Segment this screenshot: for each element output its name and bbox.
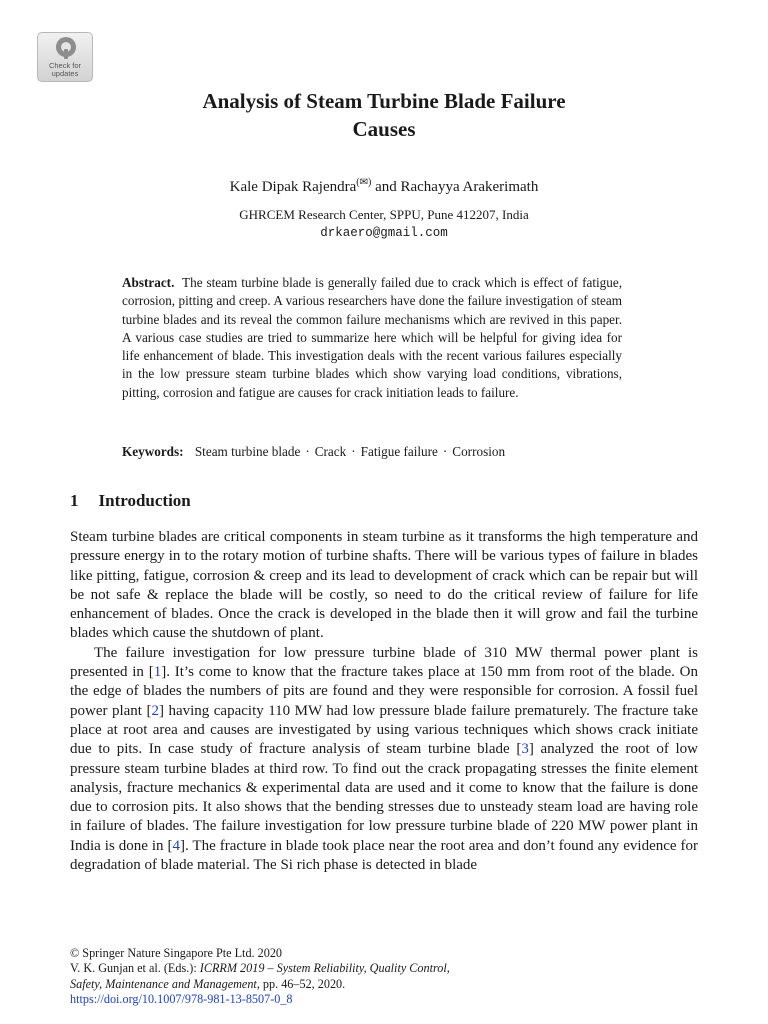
abstract-label: Abstract. [122,275,175,290]
author-name: Kale Dipak Rajendra [229,179,357,195]
affiliation [70,206,698,242]
copyright: © Springer Nature Singapore Pte Ltd. 2020 [70,946,283,960]
keyword: Steam turbine blade [194,444,301,459]
citation-line: Safety, Maintenance and Management, pp. 46–52, 2020. [70,976,346,991]
author-line [70,173,698,197]
paper-title: Analysis of Steam Turbine Blade Failure Causes [202,89,566,141]
abstract [122,274,622,402]
citation-link[interactable]: 2 [151,702,159,719]
citation-link[interactable]: 3 [521,741,529,758]
paragraph: Steam turbine blades are critical components in steam turbine as it transforms the high temperature and pressure energy in to the rotary motion of turbine shafts. There will be various types of failure in blades like pitting, fatigue, corrosion & creep and its lead to development of crack which can be repair but will be not safe & replace the blade will be costly, so need to do the critical review of failure for life enhancement of blades. Once the crack is developed in the blade then it will grow and fail the turbine blades which cause the shutdown of plant. [70,529,698,642]
badge-label: Check for updates [48,61,82,78]
section-heading [70,490,191,512]
bookmark-icon [56,37,76,57]
paragraph: The failure investigation for low pressure turbine blade of 310 MW thermal power plant is presented in [1]. It’s come to know that the fracture takes place at 150 mm from root of the blade. On the edge of blades the numbers of pits are found and they were responsible for corrosion. A fossil fuel power plant [2] having capacity 110 MW had low pressure blade failure prematurely. The fracture take place at root area and causes are investigated by using various techniques which shows crack initiate due to pits. In case study of fracture analysis of steam turbine blade [3] analyzed the root of low pressure steam turbine blades at third row. To find out the crack propagating stresses the finite element analysis, fracture mechanics & experimental data are used and it come to know that the failure is done due to corrosion pits. It also shows that the bending stresses due to unsteady steam load are having role in failure of blades. The failure investigation for low pressure turbine blade of 220 MW power plant in India is done in [4]. The fracture in blade took place near the root area and don’t found any evidence for degradation of blade material. The Si rich phase is detected in blade [70,644,699,874]
keyword-separator: · [442,444,448,459]
author-email[interactable]: drkaero@gmail.com [320,226,448,240]
body-text [70,528,698,875]
citation-line: V. K. Gunjan et al. (Eds.): ICRRM 2019 – System Reliability, Quality Control, [70,961,450,976]
section-number: 1 [70,491,79,510]
citation-link[interactable]: 4 [172,837,180,854]
author-joiner: and [375,179,397,195]
keywords-label: Keywords: [122,444,184,459]
keyword-separator: · [351,444,356,459]
check-for-updates-badge[interactable] [37,32,93,82]
keyword: Corrosion [452,444,506,459]
keywords [122,443,642,461]
keyword: Fatigue failure [360,444,438,459]
envelope-icon[interactable]: (✉) [356,177,372,188]
citation-link[interactable]: 1 [153,664,162,681]
doi-link[interactable]: https://doi.org/10.1007/978-981-13-8507-0_8 [70,991,293,1006]
section-title: Introduction [98,491,191,510]
keyword: Crack [314,444,347,459]
author-name: Rachayya Arakerimath [400,179,539,195]
institute: GHRCEM Research Center, SPPU, Pune 412207, India [239,207,529,222]
keyword-separator: · [305,444,310,459]
abstract-text: The steam turbine blade is generally failed due to crack which is effect of fatigue, corrosion, pitting and creep. A various researchers have done the failure investigation of steam turbine blades and its reveal the common failure mechanisms which are revived in this paper. A various case studies are tried to summarize here which will be helpful for giving idea for life enhancement of blade. This investigation deals with the recent various failures especially in the low pressure steam turbine blades which show varying load conditions, vibrations, pitting, corrosion and fatigue are causes for crack initiation leads to failure. [122,275,622,400]
footer [70,946,698,1007]
